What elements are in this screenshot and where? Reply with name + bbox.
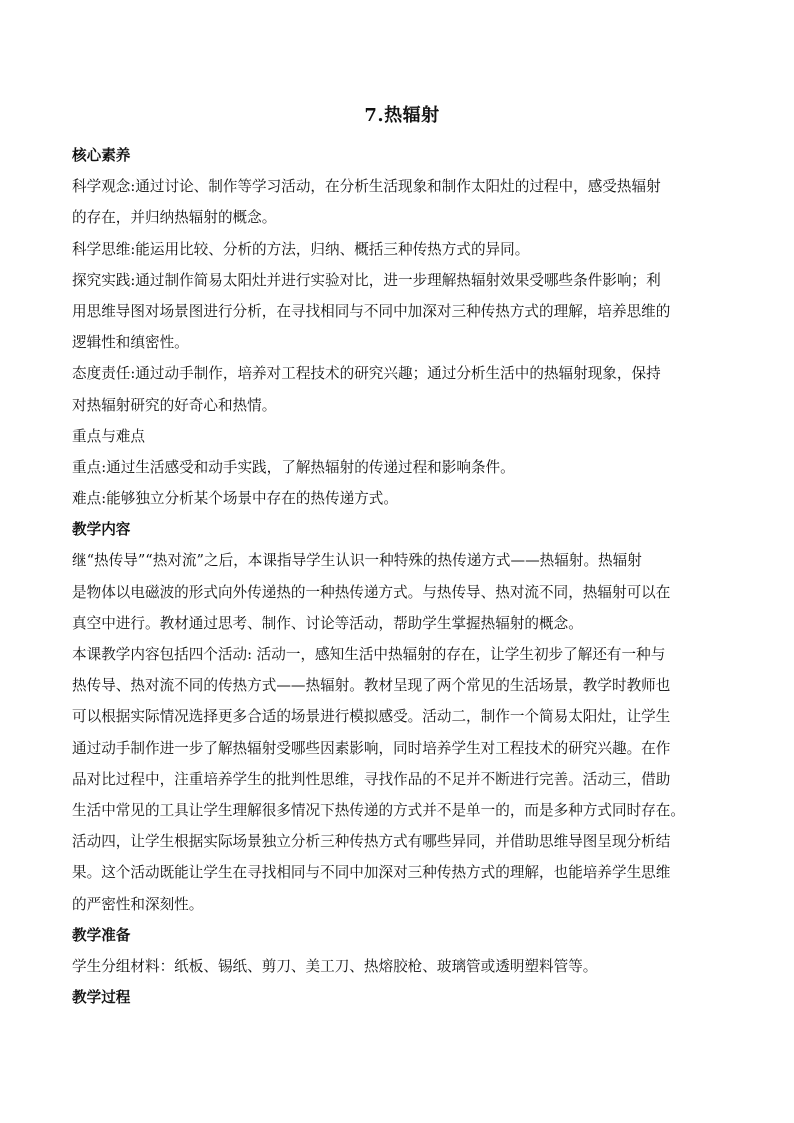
body-text-line: 热传导、热对流不同的传热方式——热辐射。教材呈现了两个常见的生活场景，教学时教师也	[72, 677, 671, 695]
body-text-line: 真空中进行。教材通过思考、制作、讨论等活动，帮助学生掌握热辐射的概念。	[72, 614, 583, 632]
section-heading: 教学过程	[72, 989, 131, 1007]
body-text-line: 重点与难点	[72, 427, 145, 445]
section-heading: 教学内容	[72, 521, 131, 539]
body-text-line: 难点:能够独立分析某个场景中存在的热传递方式。	[72, 490, 398, 508]
body-text-line: 通过动手制作进一步了解热辐射受哪些因素影响，同时培养学生对工程技术的研究兴趣。在作	[72, 739, 671, 757]
body-text-line: 继“热传导”“热对流”之后，本课指导学生认识一种特殊的热传递方式——热辐射。热辐射	[72, 552, 642, 570]
body-text-line: 态度责任:通过动手制作，培养对工程技术的研究兴趣；通过分析生活中的热辐射现象，保持	[72, 365, 661, 383]
document-body	[72, 140, 732, 1013]
body-text-line: 科学思维:能运用比较、分析的方法，归纳、概括三种传热方式的异同。	[72, 240, 530, 258]
body-text-line: 的严密性和深刻性。	[72, 895, 204, 913]
body-text-line: 活动四，让学生根据实际场景独立分析三种传热方式有哪些异同，并借助思维导图呈现分析结	[72, 833, 671, 851]
body-text-line: 是物体以电磁波的形式向外传递热的一种热传递方式。与热传导、热对流不同，热辐射可以在	[72, 583, 671, 601]
body-text-line: 的存在，并归纳热辐射的概念。	[72, 209, 277, 227]
body-text-line: 对热辐射研究的好奇心和热情。	[72, 396, 277, 414]
body-text-line: 品对比过程中，注重培养学生的批判性思维，寻找作品的不足并不断进行完善。活动三，借助	[72, 770, 671, 788]
body-text-line: 可以根据实际情况选择更多合适的场景进行模拟感受。活动二，制作一个简易太阳灶，让学生	[72, 708, 671, 726]
body-text-line: 探究实践:通过制作简易太阳灶并进行实验对比，进一步理解热辐射效果受哪些条件影响；利	[72, 271, 661, 289]
section-heading: 核心素养	[72, 147, 131, 164]
document-page	[72, 100, 732, 1013]
body-text-line: 科学观念:通过讨论、制作等学习活动，在分析生活现象和制作太阳灶的过程中，感受热辐射	[72, 178, 661, 196]
body-text-line: 用思维导图对场景图进行分析，在寻找相同与不同中加深对三种传热方式的理解，培养思维的	[72, 302, 671, 320]
body-text-line: 重点:通过生活感受和动手实践，了解热辐射的传递过程和影响条件。	[72, 458, 515, 476]
body-text-line: 本课教学内容包括四个活动: 活动一，感知生活中热辐射的存在，让学生初步了解还有一种与	[72, 646, 666, 663]
document-title: 7.热辐射	[364, 105, 440, 126]
body-text-line: 果。这个活动既能让学生在寻找相同与不同中加深对三种传热方式的理解，也能培养学生思维	[72, 864, 671, 882]
body-text-line: 生活中常见的工具让学生理解很多情况下热传递的方式并不是单一的，而是多种方式同时存在。	[72, 801, 685, 819]
section-heading: 教学准备	[72, 926, 131, 944]
body-text-line: 学生分组材料：纸板、锡纸、剪刀、美工刀、热熔胶枪、玻璃管或透明塑料管等。	[72, 957, 598, 975]
body-text-line: 逻辑性和缜密性。	[72, 334, 189, 352]
